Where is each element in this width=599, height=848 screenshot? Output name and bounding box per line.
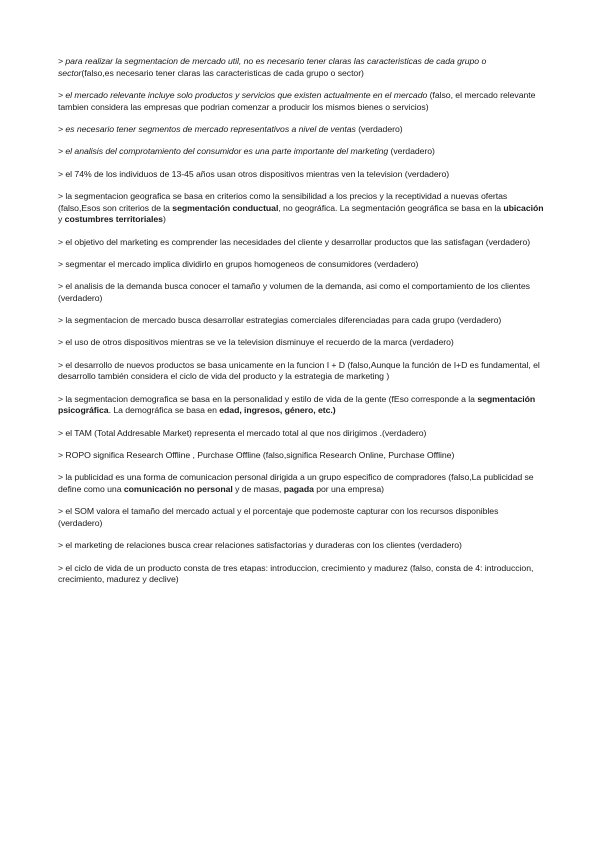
statement-question: > es necesario tener segmentos de mercado representativos a nivel de ventas	[58, 124, 356, 134]
statement-item	[58, 450, 544, 462]
statement-item	[58, 169, 544, 181]
bold-term: pagada	[283, 484, 314, 495]
bold-term: costumbres territoriales	[64, 214, 163, 225]
statement-text: > el ciclo de vida de un producto consta de tres etapas: introduccion, crecimiento y madurez (falso, consta de 4: introduccion, crecimiento, madurez y declive)	[58, 562, 534, 585]
statement-item	[58, 237, 544, 249]
statement-text: por una empresa)	[313, 484, 385, 495]
statement-text: (falso,es necesario tener claras las caracteristicas de cada grupo o sector)	[81, 67, 364, 78]
bold-term: edad, ingresos, género, etc.)	[219, 405, 336, 416]
statement-text: (verdadero)	[388, 146, 435, 157]
statement-text: > la segmentacion de mercado busca desarrollar estrategias comerciales diferenciadas para cada grupo (verdadero)	[58, 315, 502, 326]
statement-item	[58, 90, 544, 113]
statement-text: > la segmentacion geografica se basa en criterios como la sensibilidad a los precios y la receptividad a nuevas ofertas (falso,Esos son criterios de la	[58, 190, 508, 213]
statement-item	[58, 281, 544, 304]
statement-text: > la segmentacion demografica se basa en la personalidad y estilo de vida de la gente (fEso corresponde a la	[58, 393, 478, 404]
bold-term: segmentación psicográfica	[58, 393, 536, 416]
statement-item	[58, 337, 544, 349]
bold-term: comunicación no personal	[123, 484, 233, 495]
statement-text: > segmentar el mercado implica dividirlo en grupos homogeneos de consumidores (verdadero)	[58, 258, 419, 269]
statement-text: > el marketing de relaciones busca crear relaciones satisfactorias y duraderas con los clientes (verdadero)	[58, 540, 462, 551]
question-list	[58, 56, 544, 597]
statement-text: )	[162, 214, 166, 225]
statement-text: > la publicidad es una forma de comunicacion personal dirigida a un grupo especifico de compradores (falso,La publicidad se define como una	[58, 472, 534, 495]
statement-text: , no geográfica. La segmentación geográfica se basa en la	[278, 202, 504, 213]
statement-text: y	[58, 214, 65, 225]
statement-item	[58, 146, 544, 158]
statement-question: > para realizar la segmentacion de mercado util, no es necesario tener claras las caracteristicas de cada grupo o sector	[58, 56, 487, 78]
statement-item	[58, 315, 544, 327]
statement-text: (verdadero)	[355, 124, 403, 134]
statement-text: > el desarrollo de nuevos productos se basa unicamente en la funcion I + D (falso,Aunque la función de I+D es fundamental, el desarrollo también considera el ciclo de vida del producto y la estrategia de marketing )	[58, 359, 540, 382]
statement-text: > el objetivo del marketing es comprender las necesidades del cliente y desarrollar productos que las satisfagan (verdadero)	[58, 236, 531, 247]
statement-item	[58, 506, 544, 529]
bold-term: segmentación conductual	[172, 202, 279, 213]
statement-item	[58, 428, 544, 440]
statement-text: (falso, el mercado relevante tambien considera las empresas que podrian comenzar a producir los mismos bienes o servicios)	[58, 90, 536, 112]
statement-item	[58, 56, 544, 79]
statement-text: > el TAM (Total Addresable Market) representa el mercado total al que nos dirigimos .(verdadero)	[58, 427, 427, 438]
statement-text: > el analisis de la demanda busca conocer el tamaño y volumen de la demanda, asi como el comportamiento de los clientes (verdadero)	[58, 281, 530, 303]
statement-item	[58, 563, 544, 586]
statement-text: . La demográfica se basa en	[108, 405, 220, 416]
statement-text: y de masas,	[232, 484, 284, 495]
statement-item	[58, 540, 544, 552]
statement-item	[58, 472, 544, 495]
statement-text: > el 74% de los individuos de 13-45 años usan otros dispositivos mientras ven la television (verdadero)	[58, 168, 450, 179]
statement-question: > el mercado relevante incluye solo productos y servicios que existen actualmente en el mercado	[58, 90, 428, 100]
statement-item	[58, 394, 544, 417]
statement-item	[58, 360, 544, 383]
statement-item	[58, 191, 544, 226]
statement-item	[58, 124, 544, 136]
statement-text: > el SOM valora el tamaño del mercado actual y el porcentaje que podemoste capturar con los recursos disponibles (verdadero)	[58, 506, 499, 529]
statement-text: > ROPO significa Research Offline , Purchase Offline (falso,significa Research Online, Purchase Offline)	[58, 450, 455, 461]
statement-question: > el analisis del comprotamiento del consumidor es una parte importante del marketing	[58, 146, 389, 157]
statement-item	[58, 259, 544, 271]
bold-term: ubicación	[503, 202, 544, 213]
statement-text: > el uso de otros dispositivos mientras se ve la television disminuye el recuerdo de la marca (verdadero)	[58, 337, 454, 348]
